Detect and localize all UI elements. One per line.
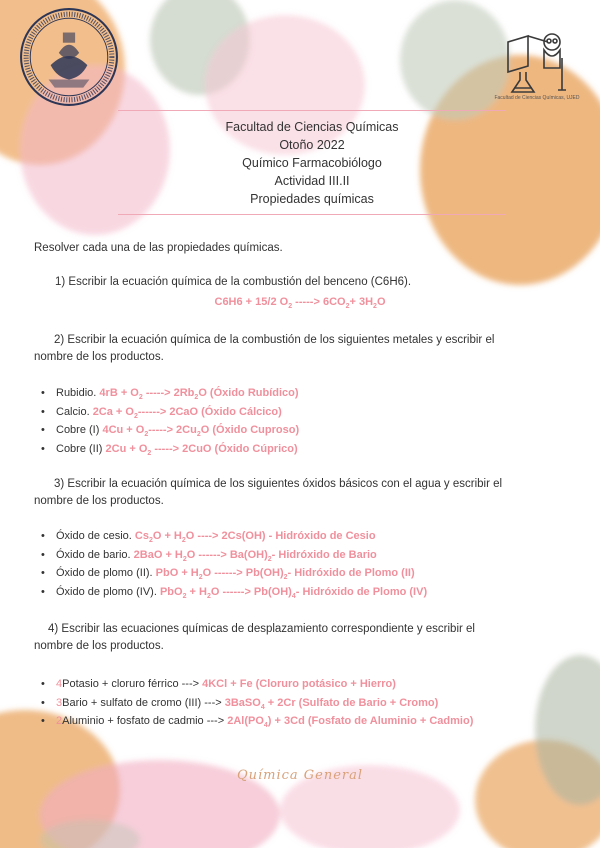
list-item: • 4Potasio + cloruro férrico ---> 4KCl + Fe (Cloruro potásico + Hierro): [34, 675, 473, 694]
semester: Otoño 2022: [279, 138, 345, 152]
header-bottom-rule: [118, 214, 506, 215]
list-item: • Óxido de plomo (IV). $PbO_2 + H_2O$ ------> $Pb(OH)_4-$ Hidróxido de Plomo (IV): [34, 583, 427, 602]
list-item: • Óxido de plomo (II). PbO + $H_2O$ ------> $Pb(OH)_2-$ Hidróxido de Plomo (II): [34, 564, 427, 583]
activity-number: Actividad III.II: [274, 174, 350, 188]
question-4-prompt: 4) Escribir las ecuaciones químicas de desplazamiento correspondiente y escribir el nombre de los productos.: [34, 623, 475, 652]
logo-caption: Facultad de Ciencias Químicas, UJED: [494, 95, 580, 101]
list-item: • Rubidio. $4rB + O_2$ -----> $2Rb_2O$ (Óxido Rubídico): [34, 384, 299, 403]
question-2-list: [34, 384, 299, 458]
list-item: • 2Aluminio + fosfato de cadmio ---> $2Al(PO_4) + 3Cd$ (Fosfato de Aluminio + Cadmio): [34, 712, 473, 731]
faculty-logo-icon: [500, 22, 580, 102]
document-header: [118, 118, 506, 208]
question-3-list: [34, 527, 427, 601]
question-4-list: [34, 675, 473, 731]
question-2-prompt: 2) Escribir la ecuación química de la combustión de los siguientes metales y escribir el nombre de los productos.: [34, 334, 495, 363]
program-name: Químico Farmacobiólogo: [242, 156, 382, 170]
list-item: • Óxido de bario. $2BaO + H_2O$ ------> $Ba(OH)_2-$ Hidróxido de Bario: [34, 546, 427, 565]
activity-title: Propiedades químicas: [250, 192, 374, 206]
list-item: • Cobre (II) $2Cu + O_2$ -----> 2CuO (Óxido Cúprico): [34, 440, 299, 459]
question-1-answer: C6H6 + 15/2 $O_2$ -----> $6CO_2+ 3H_2O$: [214, 296, 386, 310]
header-top-rule: [118, 110, 506, 111]
list-item: • Óxido de cesio. $Cs_2O + H_2O$ ----> 2Cs(OH) - Hidróxido de Cesio: [34, 527, 427, 546]
list-item: • Cobre (I) $4Cu + O_2-----> 2Cu_2O$ (Óxido Cuproso): [34, 421, 299, 440]
university-seal-icon: [18, 6, 120, 108]
faculty-name: Facultad de Ciencias Químicas: [225, 120, 399, 134]
signature-text: Química General: [236, 768, 364, 783]
list-item: • Calcio. $2Ca + O_2------> 2CaO$ (Óxido Cálcico): [34, 403, 299, 422]
question-3-prompt: 3) Escribir la ecuación química de los siguientes óxidos básicos con el agua y escribir el nombre de los productos.: [34, 478, 503, 507]
list-item: • 3Bario + sulfato de cromo (III) ---> 3BaSO$_4$ + 2Cr (Sulfato de Bario + Cromo): [34, 694, 473, 713]
question-1-prompt: 1) Escribir la ecuación química de la combustión del benceno (C6H6).: [55, 276, 412, 288]
instructions: Resolver cada una de las propiedades químicas.: [34, 242, 283, 254]
